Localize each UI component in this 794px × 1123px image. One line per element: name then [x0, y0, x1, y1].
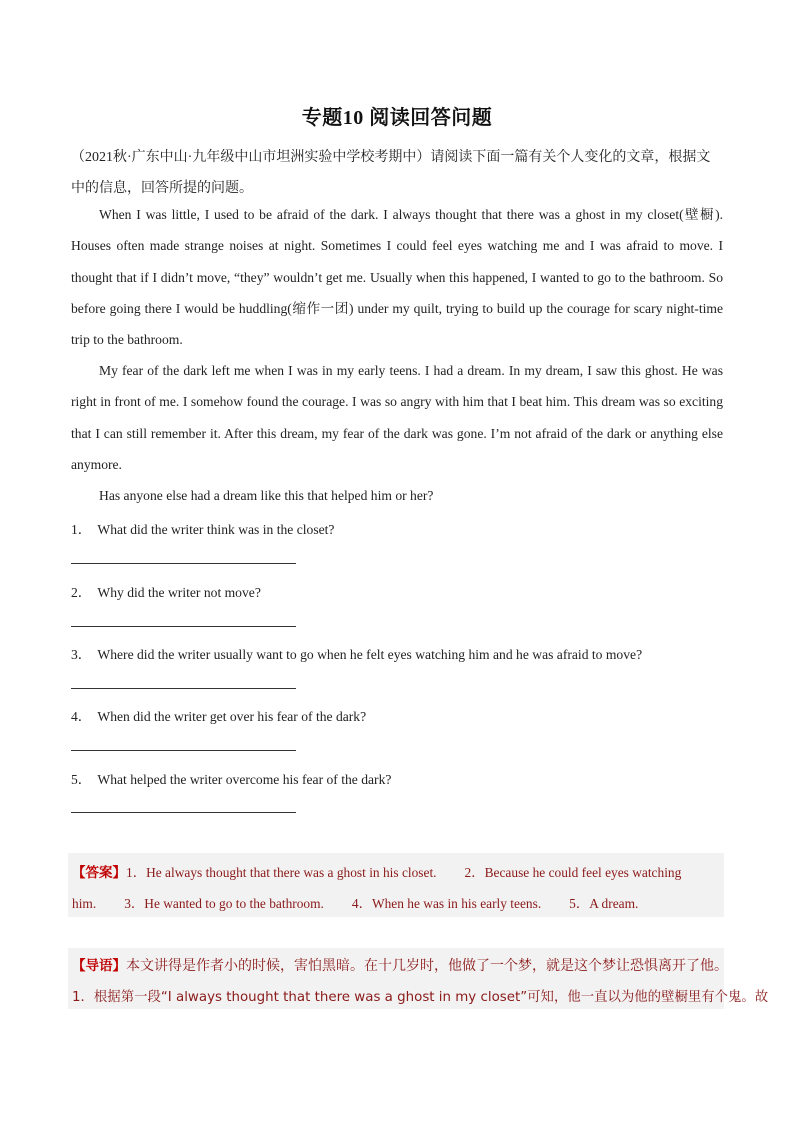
answer-line-1[interactable]	[71, 563, 296, 564]
question-text: What helped the writer overcome his fear of the dark?	[97, 772, 392, 787]
guide-tag: 【导语】	[72, 958, 126, 974]
guide-text: 本文讲得是作者小的时候，害怕黑暗。在十几岁时，他做了一个梦，就是这个梦让恐惧离开了他。	[126, 958, 728, 974]
answer-item-3: 3．He wanted to go to the bathroom.	[124, 896, 324, 911]
answer-item-5: 5．A dream.	[569, 896, 639, 911]
passage-paragraph-3: Has anyone else had a dream like this that helped him or her?	[99, 488, 434, 503]
guide-section	[68, 948, 769, 1009]
source-intro: （2021秋·广东中山·九年级中山市坦洲实验中学校考期中）请阅读下面一篇有关个人变化的文章，根据文中的信息，回答所提的问题。	[71, 150, 711, 196]
answer-line-5[interactable]	[71, 812, 296, 813]
question-2	[71, 581, 723, 601]
answer-row-2	[72, 893, 722, 912]
page-title: 专题10 阅读回答问题	[301, 107, 493, 129]
question-number: 4．	[71, 709, 92, 724]
question-text: Where did the writer usually want to go when he felt eyes watching him and he was afraid to move?	[97, 647, 643, 662]
answer-item-4: 4．When he was in his early teens.	[351, 896, 542, 911]
answer-line-2[interactable]	[71, 626, 296, 627]
question-3	[71, 643, 723, 663]
question-5	[71, 768, 723, 788]
passage-paragraph-2: My fear of the dark left me when I was in my early teens. I had a dream. In my dream, I saw this ghost. He was right in front of me. I somehow found the courage. I was so angry with him that I beat him. This dream was so exciting that I can still remember it. After this dream, my fear of the dark was gone. I’m not afraid of the dark or anything else anymore.	[71, 363, 723, 472]
question-number: 2．	[71, 585, 92, 600]
answer-tag: 【答案】	[72, 865, 126, 881]
answer-line-4[interactable]	[71, 750, 296, 751]
question-number: 3．	[71, 647, 92, 662]
question-text: Why did the writer not move?	[97, 585, 261, 600]
question-number: 5．	[71, 772, 92, 787]
answer-item-2: 2．Because he could feel eyes watching	[464, 865, 682, 880]
answer-section	[68, 853, 724, 917]
guide-row-1	[72, 954, 728, 975]
guide-row-2	[72, 986, 769, 1005]
guide-explanation: 1．根据第一段“I always thought that there was a ghost in my closet”可知，他一直以为他的壁橱里有个鬼。故	[72, 990, 769, 1005]
question-1	[71, 518, 723, 538]
answer-item-2-cont: him.	[72, 896, 97, 911]
question-text: What did the writer think was in the closet?	[97, 522, 335, 537]
answer-row-1	[72, 861, 722, 881]
answer-line-3[interactable]	[71, 688, 296, 689]
question-number: 1．	[71, 522, 92, 537]
passage-paragraph-1: When I was little, I used to be afraid of the dark. I always thought that there was a ghost in my closet(壁橱). Houses often made strange noises at night. Sometimes I could feel eyes watching me and I was afraid to move. I thought that if I didn’t move, “they” wouldn’t get me. Usually when this happened, I wanted to go to the bathroom. So before going there I would be huddling(缩作一团) under my quilt, trying to build up the courage for scary night-time trip to the bathroom.	[71, 207, 723, 348]
answer-item-1: 1．He always thought that there was a ghost in his closet.	[126, 865, 437, 880]
question-text: When did the writer get over his fear of the dark?	[97, 709, 367, 724]
question-4	[71, 705, 723, 725]
